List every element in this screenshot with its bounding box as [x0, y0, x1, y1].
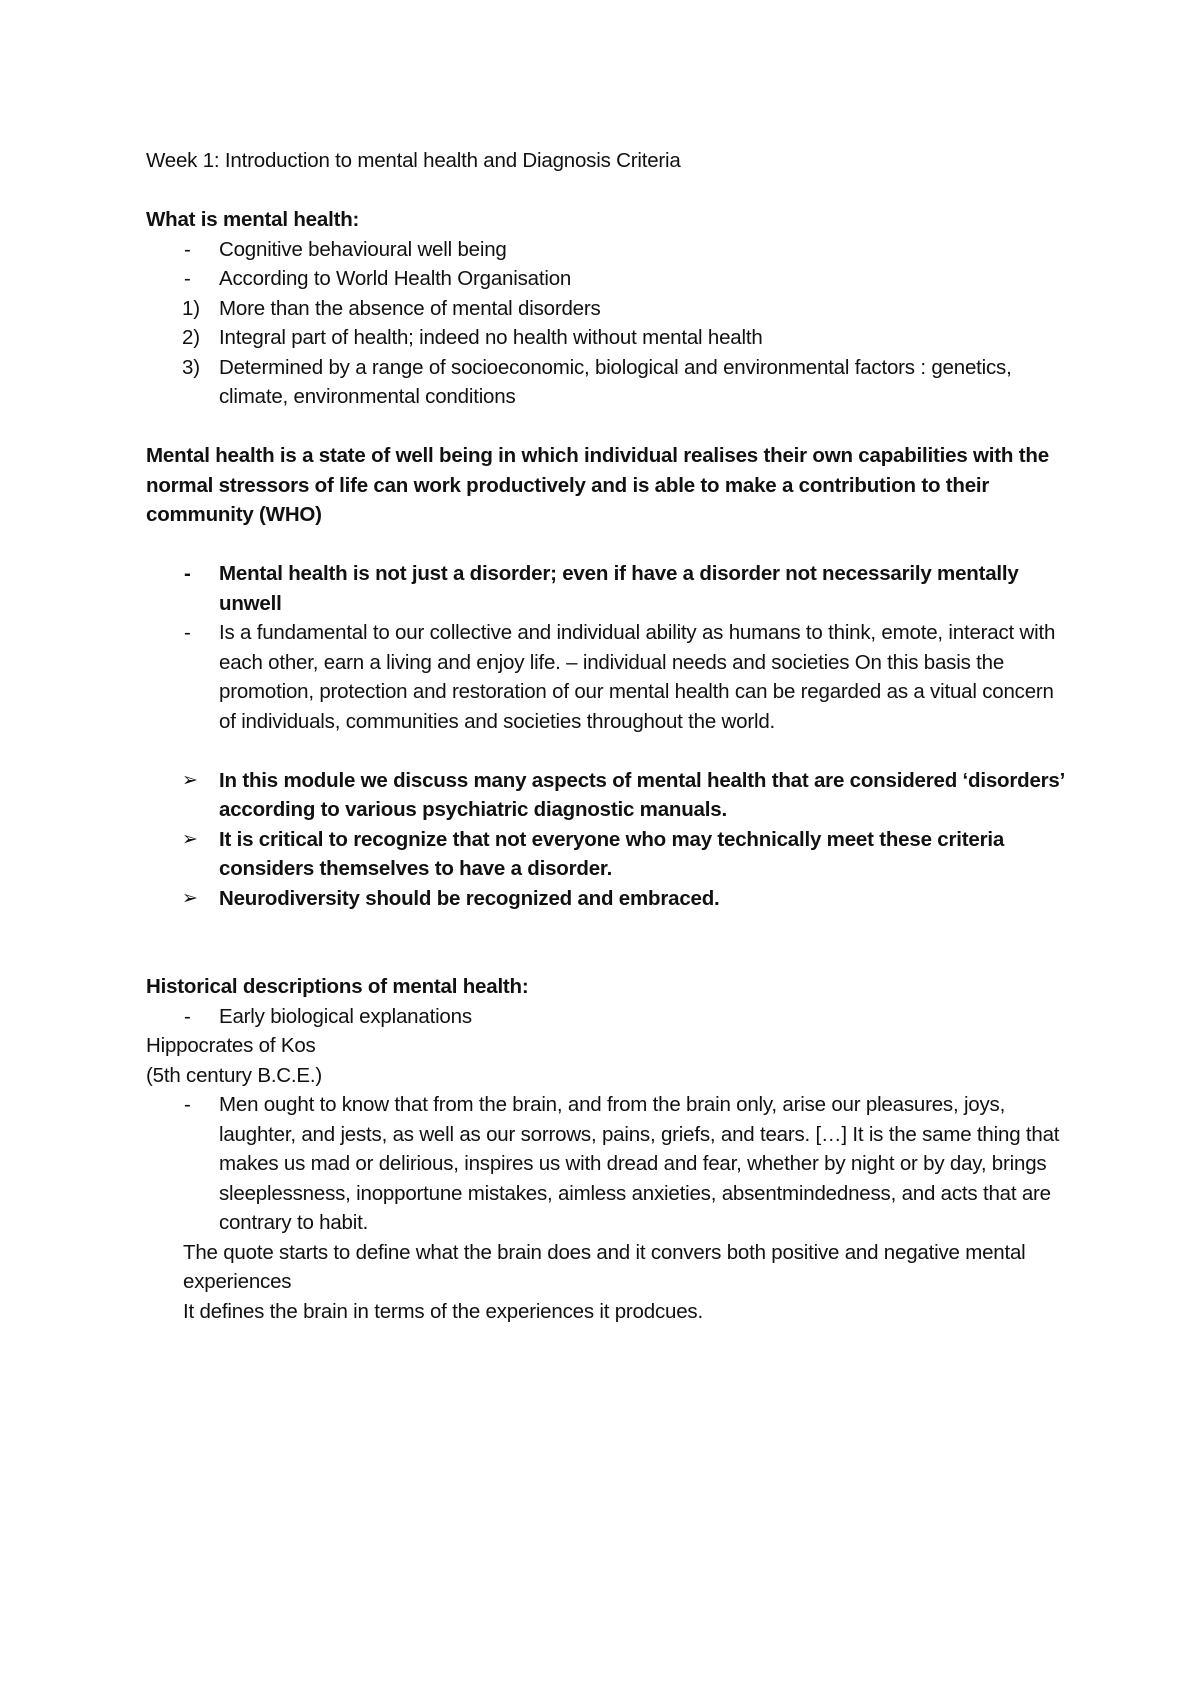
quote-note: It defines the brain in terms of the experiences it prodcues. [183, 1299, 703, 1323]
list-item [146, 353, 1066, 412]
who-definition: Mental health is a state of well being in which individual realises their own capabilities with the normal stressors of life can work productively and is able to make a contribution to their community (WHO) [146, 444, 1049, 526]
quote-text: Men ought to know that from the brain, and from the brain only, arise our pleasures, joys, laughter, and jests, as well as our sorrows, pains, griefs, and tears. […] It is the same thing that makes us mad or delirious, inspires us with dread and fear, whether by night or by day, brings sleeplessness, inopportune mistakes, aimless anxieties, absentmindedness, and acts that are contrary to habit. [219, 1093, 1060, 1234]
number-marker: 3) [182, 355, 200, 379]
spacer [146, 530, 1066, 560]
dash-marker: - [184, 1004, 191, 1028]
number-marker: 2) [182, 326, 200, 349]
list-item-text: Early biological explanations [219, 1004, 472, 1028]
dash-list [146, 1002, 1066, 1032]
list-item-text: According to World Health Organisation [219, 267, 572, 290]
list-item-text: In this module we discuss many aspects of mental health that are considered ‘disorders’ according to various psychiatric diagnostic manuals. [219, 768, 1064, 821]
list-item-text: Mental health is not just a disorder; even if have a disorder not necessarily mentally unwell [219, 562, 1019, 615]
arrow-icon: ➢ [182, 769, 198, 791]
document-page [146, 146, 1066, 1326]
dash-marker: - [184, 267, 191, 290]
dash-marker: - [184, 621, 191, 644]
number-marker: 1) [182, 296, 200, 320]
list-item-text: More than the absence of mental disorders [219, 296, 601, 320]
list-item [146, 1002, 1066, 1032]
list-item [146, 766, 1066, 825]
list-item [146, 618, 1066, 736]
section-heading-historical: Historical descriptions of mental health: [146, 975, 529, 998]
list-item [146, 294, 1066, 324]
dash-marker: - [184, 562, 191, 585]
list-item [146, 825, 1066, 884]
list-item-text: It is critical to recognize that not everyone who may technically meet these criteria considers themselves to have a disorder. [219, 827, 1005, 880]
dash-marker: - [184, 1093, 191, 1116]
dash-marker: - [184, 237, 191, 261]
author-era: (5th century B.C.E.) [146, 1063, 323, 1087]
spacer [146, 736, 1066, 766]
list-item-text: Determined by a range of socioeconomic, biological and environmental factors : genetics, climate, environmental conditions [219, 355, 1012, 408]
list-item-text: Is a fundamental to our collective and individual ability as humans to think, emote, interact with each other, earn a living and enjoy life. – individual needs and societies On this basis the promotion, protection and restoration of our mental health can be regarded as a vitual concern of individuals, communities and societies throughout the world. [219, 621, 1056, 733]
list-item [146, 235, 1066, 265]
spacer [146, 176, 1066, 206]
list-item [146, 323, 1066, 353]
list-item [146, 559, 1066, 618]
list-item [146, 884, 1066, 914]
dash-list [146, 1090, 1066, 1238]
arrow-list [146, 766, 1066, 914]
quote-note: The quote starts to define what the brain does and it convers both positive and negative mental experiences [183, 1240, 1026, 1293]
spacer [146, 913, 1066, 972]
list-item-text: Integral part of health; indeed no health without mental health [219, 326, 763, 349]
list-item-text: Cognitive behavioural well being [219, 237, 507, 261]
arrow-icon: ➢ [182, 828, 198, 850]
list-item [146, 264, 1066, 294]
document-title: Week 1: Introduction to mental health and Diagnosis Criteria [146, 149, 681, 172]
author-name: Hippocrates of Kos [146, 1034, 316, 1057]
list-item-text: Neurodiversity should be recognized and embraced. [219, 886, 720, 910]
dash-list [146, 559, 1066, 736]
numbered-list [146, 294, 1066, 412]
arrow-icon: ➢ [182, 887, 198, 909]
section-heading-what-is-mental-health: What is mental health: [146, 208, 360, 231]
dash-list [146, 235, 1066, 294]
spacer [146, 412, 1066, 442]
list-item [146, 1090, 1066, 1238]
